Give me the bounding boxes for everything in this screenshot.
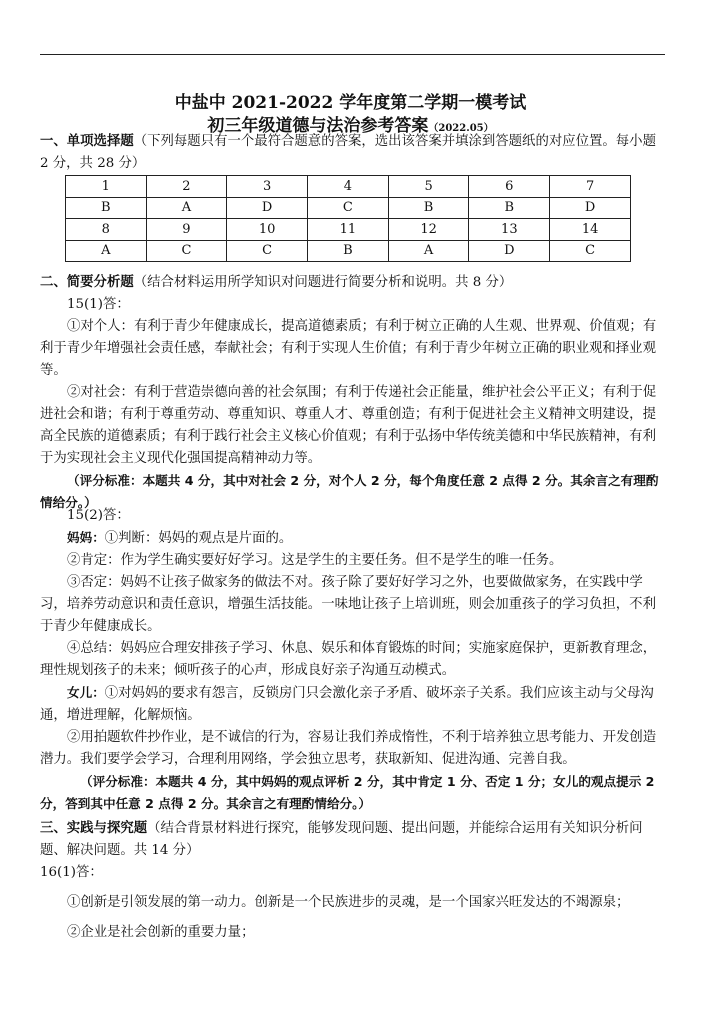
table-cell: 3 <box>227 176 308 198</box>
q16-1-point-2: ②企业是社会创新的重要力量； <box>67 925 255 940</box>
table-cell: 14 <box>550 219 631 241</box>
table-cell: D <box>550 197 631 219</box>
girl-point-1: ①对妈妈的要求有怨言，反锁房门只会激化亲子矛盾、破坏亲子关系。我们应该主动与父母沟通，增进理解，化解烦恼。 <box>40 686 654 723</box>
q15-1-point-society: ②对社会：有利于营造崇德向善的社会氛围；有利于传递社会正能量，维护社会公平正义；有利于促进社会和谐；有利于尊重劳动、尊重知识、尊重人才、尊重创造；有利于促进社会主义精神文明建设，提高全民族的道德素质；有利于践行社会主义核心价值观；有利于弘扬中华传统美德和中华民族精神，有利于为实现社会主义现代化强国提高精神动力等。 <box>40 385 657 466</box>
girl-point-2: ②用拍题软件抄作业，是不诚信的行为，容易让我们养成惰性，不利于培养独立思考能力、开发创造潜力。我们要学会学习，合理利用网络，学会独立思考，获取新知、促进沟通、完善自我。 <box>40 730 657 767</box>
table-cell: 10 <box>227 219 308 241</box>
mom-point-4: ④总结：妈妈应合理安排孩子学习、休息、娱乐和体育锻炼的时间；实施家庭保护，更新教育理念，理性规划孩子的未来；倾听孩子的心声，形成良好亲子沟通互动模式。 <box>40 641 657 678</box>
table-cell: B <box>307 240 388 262</box>
mom-point-3: ③否定：妈妈不让孩子做家务的做法不对。孩子除了要好好学习之外，也要做做家务，在实践中学习，培养劳动意识和责任意识，增强生活技能。一味地让孩子上培训班，则会加重孩子的学习负担，不利于青少年健康成长。 <box>40 575 656 634</box>
table-row <box>66 219 631 241</box>
q15-1-label: 15(1)答： <box>67 297 130 312</box>
table-row <box>66 240 631 262</box>
q15-1-point-individual: ①对个人：有利于青少年健康成长，提高道德素质；有利于树立正确的人生观、世界观、价值观；有利于青少年增强社会责任感，奉献社会；有利于实现人生价值；有利于青少年树立正确的职业观和择业观等。 <box>40 319 657 378</box>
mom-point-1: ①判断：妈妈的观点是片面的。 <box>104 531 293 546</box>
table-cell: 12 <box>388 219 469 241</box>
q15-2-scoring-note: （评分标准：本题共 4 分，其中妈妈的观点评析 2 分，其中肯定 1 分、否定 1 分；女儿的观点提示 2 分，答到其中任意 2 点得 2 分。其余言之有理酌情给分。） <box>40 774 655 811</box>
table-cell: B <box>388 197 469 219</box>
section3-block <box>40 818 665 944</box>
table-cell: C <box>307 197 388 219</box>
table-cell: A <box>146 197 227 219</box>
section2-heading: 二、简要分析题 <box>40 275 134 290</box>
subtitle-text: 初三年级道德与法治参考答案 <box>207 116 429 136</box>
table-cell: C <box>146 240 227 262</box>
header-rule <box>40 54 665 55</box>
table-cell: 1 <box>66 176 147 198</box>
q15-1-scoring-note: （评分标准：本题共 4 分，其中对社会 2 分，对个人 2 分，每个角度任意 2 点得 2 分。其余言之有理酌情给分。） <box>40 473 659 510</box>
mom-label: 妈妈： <box>67 530 105 545</box>
table-cell: 2 <box>146 176 227 198</box>
mom-point-2: ②肯定：作为学生确实要好好学习。这是学生的主要任务。但不是学生的唯一任务。 <box>67 553 563 568</box>
table-row <box>66 197 631 219</box>
table-cell: C <box>550 240 631 262</box>
table-cell: 13 <box>469 219 550 241</box>
answer-table <box>65 175 631 262</box>
section1-heading: 一、单项选择题 <box>40 134 134 149</box>
section2-block <box>40 272 665 514</box>
girl-label: 女儿： <box>67 685 105 700</box>
section2-desc: （结合材料运用所学知识对问题进行简要分析和说明。共 8 分） <box>133 275 513 290</box>
page-title: 中盐中 2021-2022 学年度第二学期一模考试 <box>174 93 527 113</box>
table-cell: 9 <box>146 219 227 241</box>
table-cell: 5 <box>388 176 469 198</box>
q16-1-point-1: ①创新是引领发展的第一动力。创新是一个民族进步的灵魂，是一个国家兴旺发达的不竭源泉； <box>67 895 630 910</box>
table-cell: 4 <box>307 176 388 198</box>
table-cell: 11 <box>307 219 388 241</box>
table-cell: C <box>227 240 308 262</box>
table-cell: 7 <box>550 176 631 198</box>
table-cell: B <box>66 197 147 219</box>
section1-heading-block <box>40 131 665 175</box>
table-cell: 8 <box>66 219 147 241</box>
table-row <box>66 176 631 198</box>
subtitle-date: （2022.05） <box>428 123 494 134</box>
section1-desc: （下列每题只有一个最符合题意的答案，选出该答案并填涂到答题纸的对应位置。每小题 2 分，共 28 分） <box>40 134 656 171</box>
table-cell: D <box>227 197 308 219</box>
section3-desc: （结合背景材料进行探究，能够发现问题、提出问题，并能综合运用有关知识分析问题、解决问题。共 14 分） <box>40 821 643 858</box>
table-cell: A <box>388 240 469 262</box>
q16-1-label: 16(1)答： <box>40 865 103 880</box>
table-cell: B <box>469 197 550 219</box>
table-cell: A <box>66 240 147 262</box>
table-cell: 6 <box>469 176 550 198</box>
table-cell: D <box>469 240 550 262</box>
q15-2-block <box>40 505 665 815</box>
section3-heading: 三、实践与探究题 <box>40 821 148 836</box>
q15-2-label: 15(2)答： <box>67 508 130 523</box>
